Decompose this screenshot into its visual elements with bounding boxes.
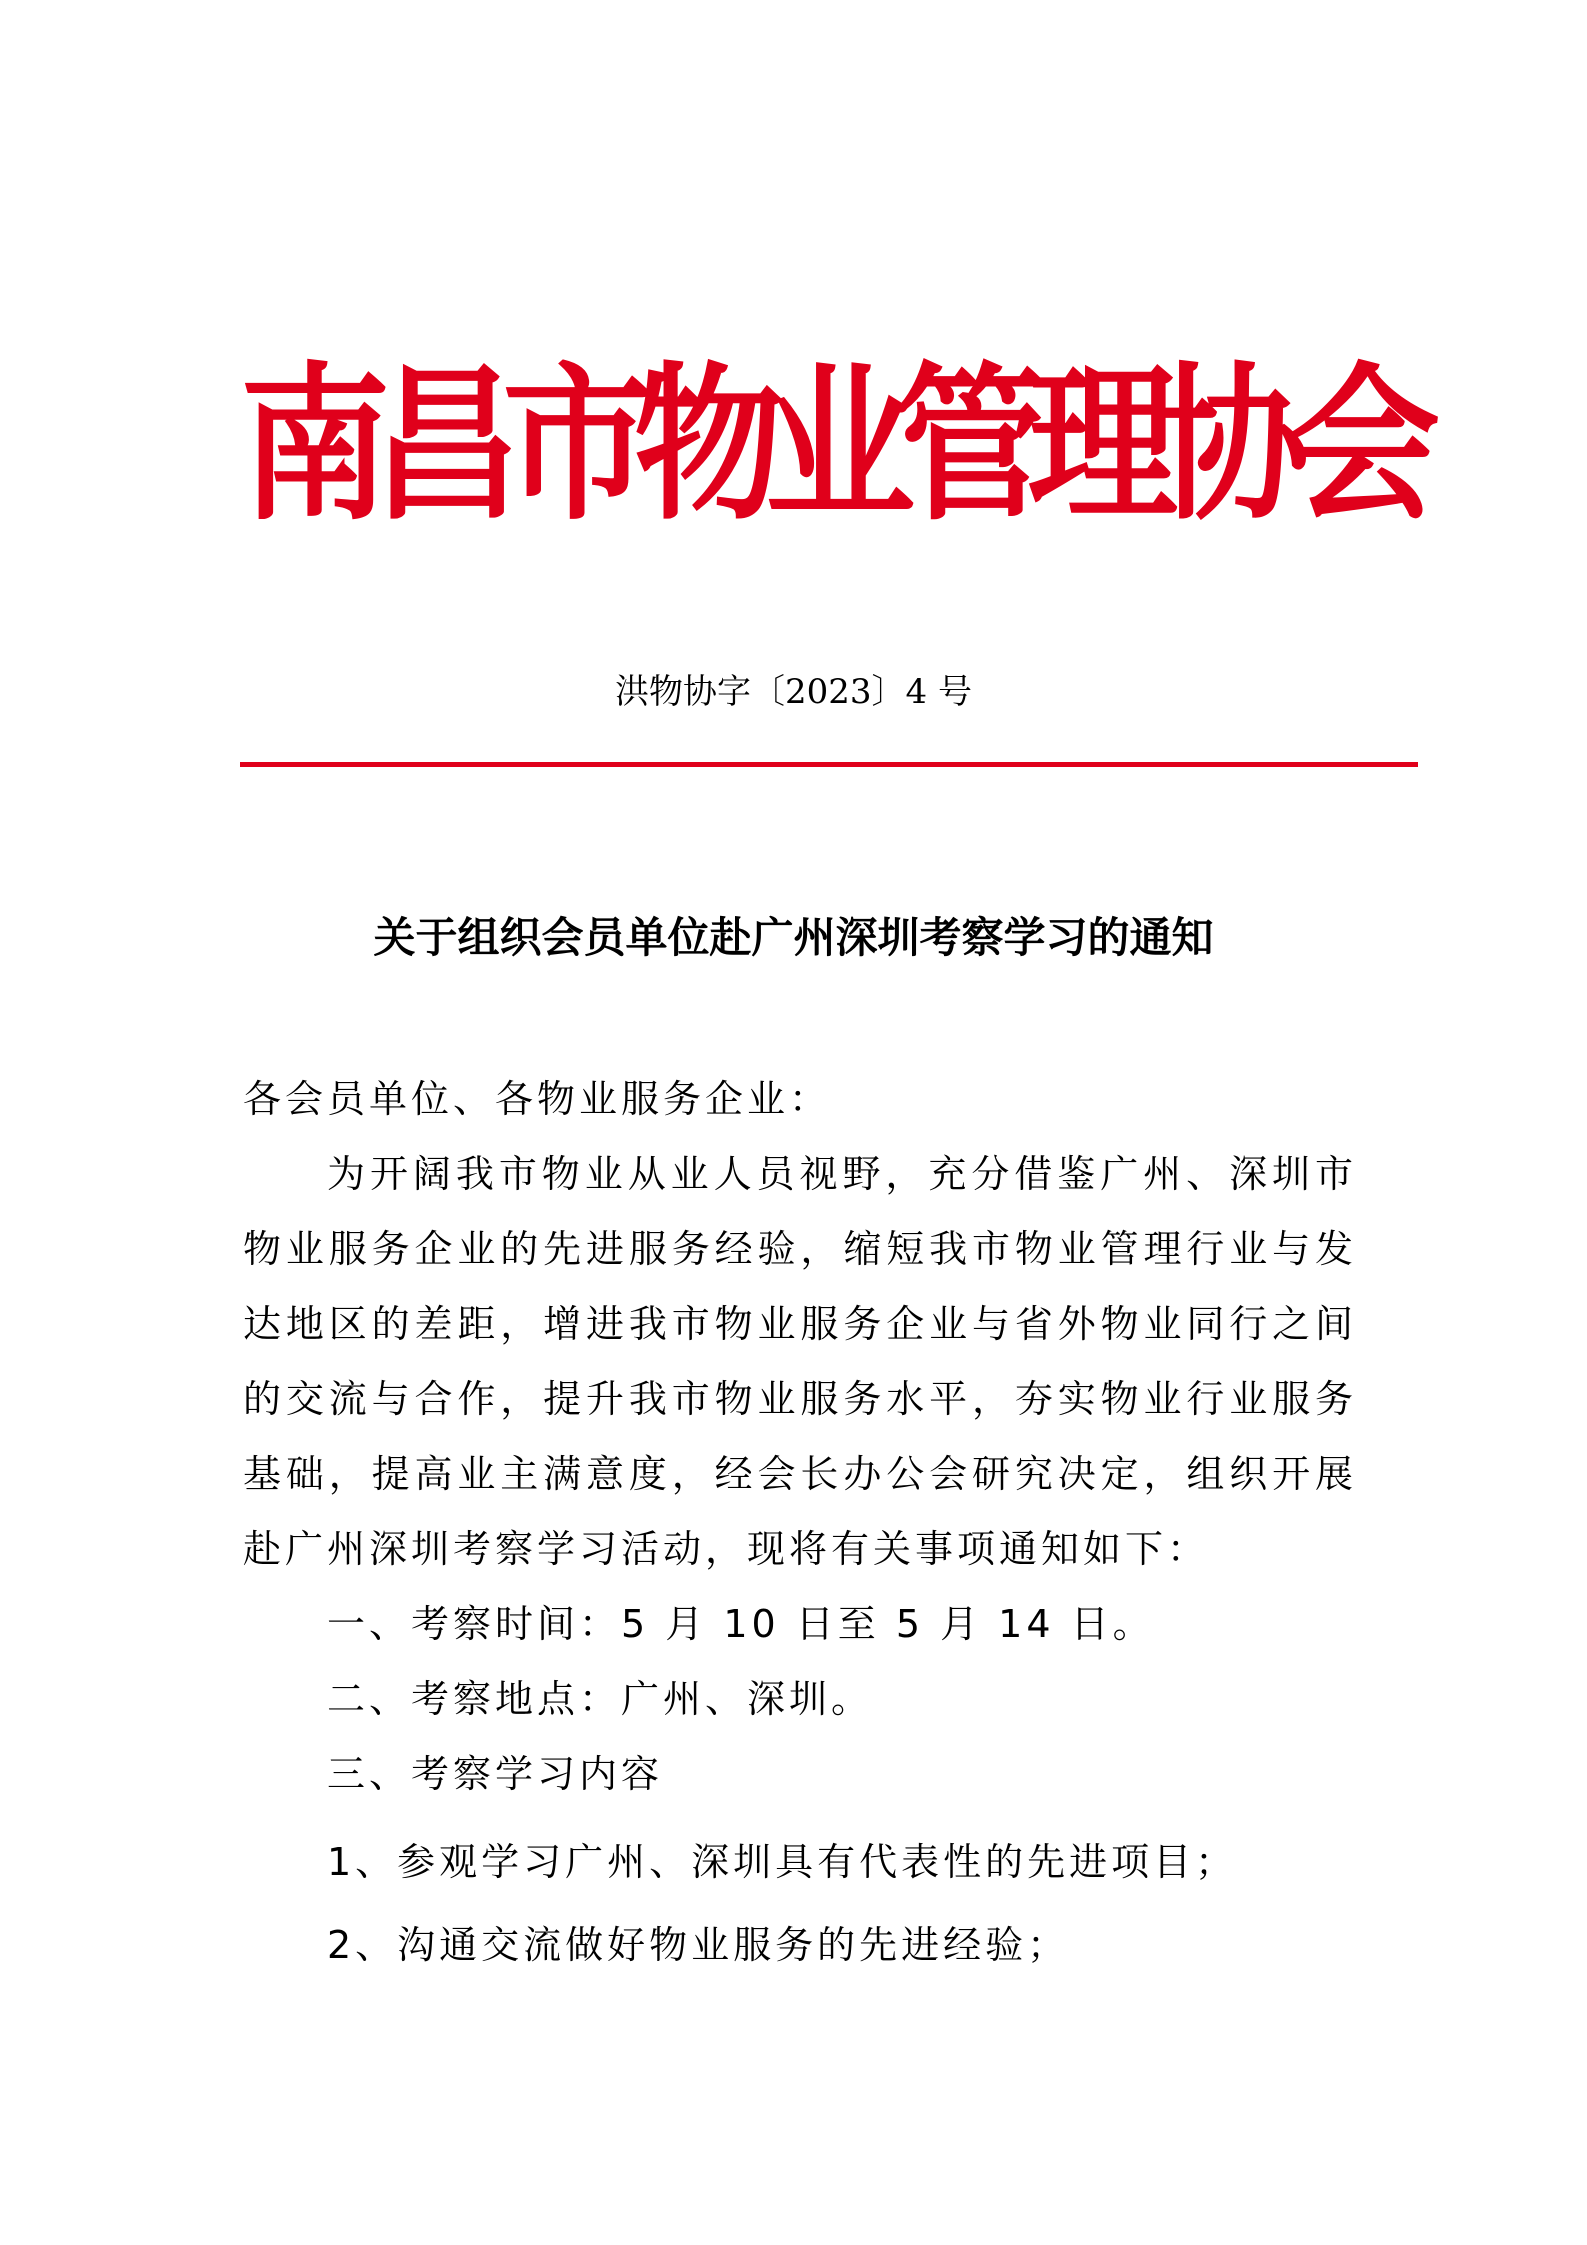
masthead-char: 物 [633,348,784,544]
content-item: 2、沟通交流做好物业服务的先进经验； [327,1923,1070,1967]
masthead-char: 管 [896,348,1047,544]
masthead-char: 昌 [371,348,522,544]
item-content-heading: 三、考察学习内容 [327,1752,664,1796]
red-divider-line [240,762,1418,767]
body-paragraph: 为开阔我市物业从业人员视野，充分借鉴广州、深圳市物业服务企业的先进服务经验，缩短我市物业管理行业与发达地区的差距，增进我市物业服务企业与省外物业同行之间的交流与合作，提升我市物业服务水平，夯实物业行业服务基础，提高业主满意度，经会长办公会研究决定，组织开展赴广州深圳考察学习活动，现将有关事项通知如下： [243,1152,1357,1571]
masthead-char: 协 [1158,348,1309,544]
item-place: 二、考察地点：广州、深圳。 [327,1677,874,1721]
document-title: 关于组织会员单位赴广州深圳考察学习的通知 [373,913,1214,962]
document-number: 洪物协字〔2023〕4 号 [615,672,972,712]
masthead-char: 会 [1290,348,1441,544]
masthead-char: 理 [1027,348,1178,544]
salutation: 各会员单位、各物业服务企业： [243,1077,832,1121]
document-body [243,1062,1357,1988]
masthead-org-name [240,348,1441,544]
masthead-char: 业 [765,348,916,544]
masthead-char: 南 [240,348,391,544]
content-item: 1、参观学习广州、深圳具有代表性的先进项目； [327,1840,1238,1884]
item-time: 一、考察时间：5 月 10 日至 5 月 14 日。 [327,1602,1155,1646]
masthead-char: 市 [502,348,653,544]
